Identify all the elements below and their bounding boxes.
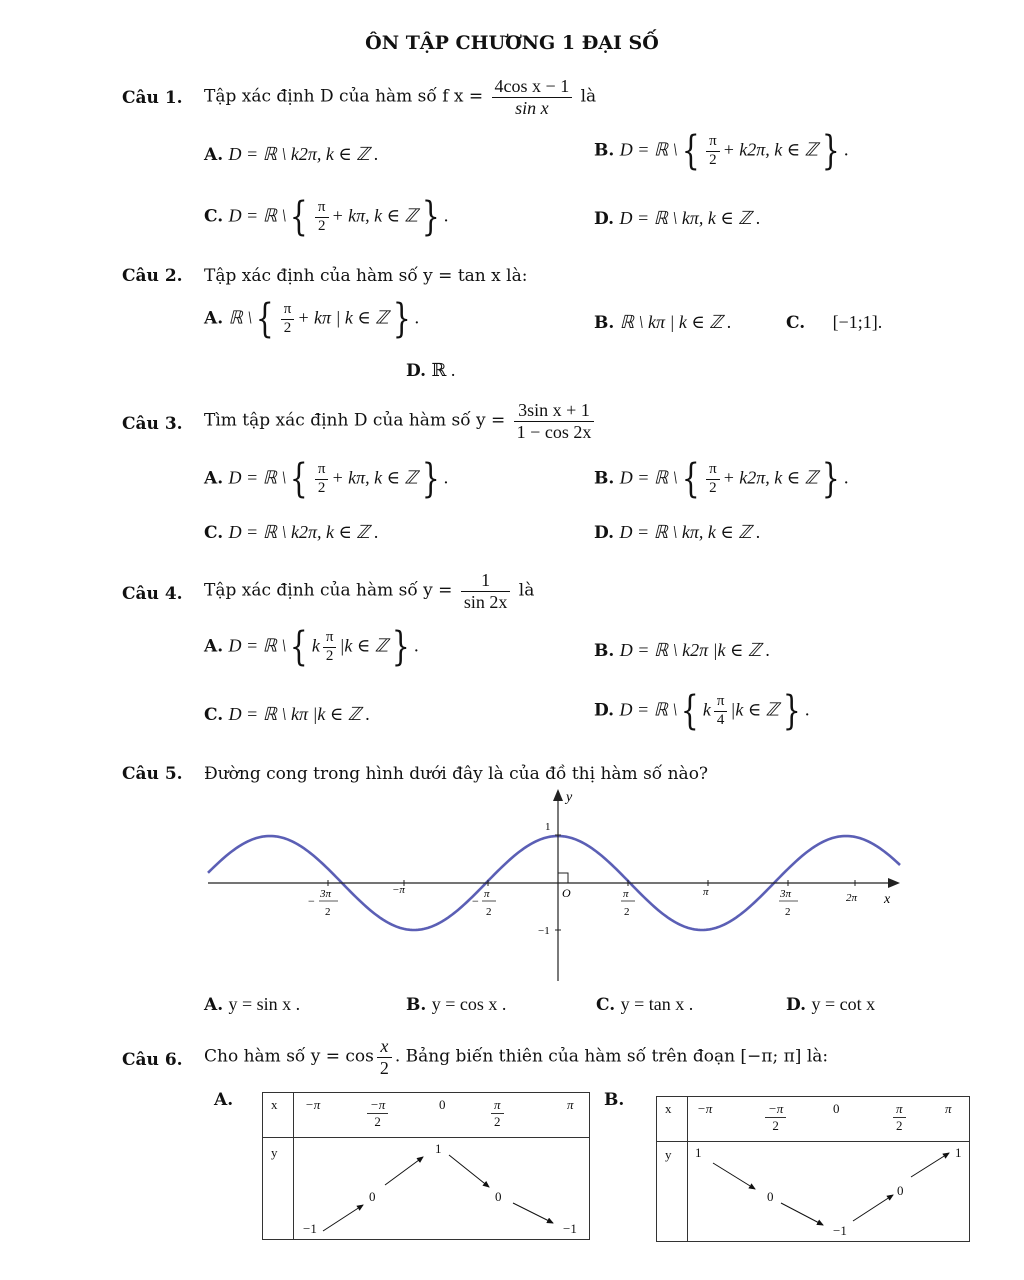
q5-d-text: y = cot x — [811, 994, 876, 1014]
y-axis-arrow — [553, 789, 563, 801]
q3-question — [204, 400, 597, 442]
brace-left: { — [681, 688, 700, 734]
svg-text:2: 2 — [785, 906, 791, 918]
q4-a-label: A. — [204, 636, 224, 657]
table-b-y-header: y — [665, 1147, 672, 1162]
q5-b-label: B. — [406, 995, 427, 1015]
q3-b-pre: D = ℝ \ — [619, 467, 678, 488]
svg-text:2: 2 — [624, 906, 630, 918]
q1-option-a[interactable] — [204, 144, 379, 165]
brace-right: } — [821, 456, 840, 502]
brace-left: { — [290, 624, 309, 670]
q5-a-text: y = sin x . — [228, 994, 301, 1014]
x-axis-arrow — [888, 878, 900, 888]
q2-a-frac — [281, 301, 295, 337]
table-b-x-header: x — [665, 1101, 672, 1116]
q6-text-post: . Bảng biến thiên của hàm số trên đoạn [−π; π] là: — [394, 1046, 829, 1067]
q2-c-label: C. — [786, 313, 806, 333]
q3-a-num: π — [315, 461, 329, 479]
q3-d-text: D = ℝ \ kπ, k ∈ ℤ . — [619, 522, 761, 542]
brace-right: } — [392, 296, 411, 342]
svg-text:2: 2 — [486, 906, 492, 918]
svg-text:π: π — [623, 888, 629, 900]
q4-b-text: D = ℝ \ k2π |k ∈ ℤ . — [619, 640, 771, 660]
q2-text: Tập xác định của hàm số y = tan x là: — [204, 266, 528, 286]
table-b-x-neg-pi-2: −π 2 — [765, 1101, 786, 1133]
y-label-neg1: −1 — [538, 925, 550, 937]
q1-b-den: 2 — [709, 151, 717, 168]
q1-c-label: C. — [204, 206, 224, 227]
q1-option-c[interactable]: C. D = ℝ \{ $\frac{\pi}{2}$ + kπ, k ∈ ℤ} . — [204, 194, 449, 240]
q2-b-label: B. — [594, 313, 615, 333]
q1-c-den: 2 — [317, 217, 326, 234]
q6-b-label[interactable] — [604, 1090, 624, 1110]
brace-right: } — [391, 624, 410, 670]
svg-text:3π: 3π — [780, 888, 792, 900]
q3-option-a[interactable]: A. D = ℝ \{ $\frac{\pi}{2}$ + kπ, k ∈ ℤ} . — [204, 456, 449, 502]
q1-d-text: D = ℝ \ kπ, k ∈ ℤ . — [619, 208, 761, 228]
q5-option-b[interactable] — [406, 994, 506, 1015]
label-neg-3pi-2 — [308, 888, 338, 918]
origin-label: O — [562, 886, 571, 900]
table-b-y-zero-left: 0 — [767, 1189, 774, 1204]
q1-b-post: + k2π, k ∈ ℤ — [722, 139, 819, 160]
q4-d-frac — [714, 693, 728, 729]
label-3pi-2 — [779, 888, 798, 918]
q3-option-d[interactable] — [594, 522, 761, 543]
q2-label: Câu 2. — [122, 266, 183, 286]
q4-option-d[interactable]: D. D = ℝ \{ k $\frac{\pi}{4}$ |k ∈ ℤ} . — [594, 688, 810, 734]
q2-option-a[interactable]: A. ℝ \{ $\frac{\pi}{2}$ + kπ | k ∈ ℤ} . — [204, 296, 420, 342]
q3-text: Tìm tập xác định D của hàm số y = — [204, 410, 506, 431]
q1-c-num: π — [315, 199, 329, 217]
brace-right: } — [421, 194, 440, 240]
q5-label: Câu 5. — [122, 764, 183, 784]
q6-question — [204, 1036, 828, 1078]
q1-c-post: + kπ, k ∈ ℤ — [331, 205, 418, 226]
q1-d-label: D. — [594, 209, 615, 229]
table-b-x-pi-2: π 2 — [893, 1101, 906, 1133]
q5-c-label: C. — [596, 995, 616, 1015]
q1-after: là — [580, 86, 597, 107]
q1-a-label: A. — [204, 145, 224, 165]
q6-a-label[interactable] — [214, 1090, 233, 1110]
q3-c-text: D = ℝ \ k2π, k ∈ ℤ . — [228, 522, 379, 542]
q1-b-pre: D = ℝ \ — [619, 139, 678, 160]
table-a-x-pi: π — [567, 1097, 574, 1112]
q2-option-d[interactable] — [406, 360, 455, 381]
q3-b-label: B. — [594, 468, 615, 489]
q4-d-num: π — [714, 693, 728, 711]
table-a-y-one: 1 — [435, 1141, 442, 1156]
q6-frac-den: 2 — [379, 1057, 389, 1078]
q2-a-num: π — [281, 301, 295, 319]
q5-c-text: y = tan x . — [620, 994, 694, 1014]
q4-d-post: |k ∈ ℤ — [730, 699, 780, 720]
table-b-x-zero: 0 — [833, 1101, 840, 1116]
q1-a-text: D = ℝ \ k2π, k ∈ ℤ . — [228, 144, 379, 164]
q4-b-label: B. — [594, 641, 615, 661]
brace-left: { — [681, 128, 700, 174]
svg-text:3π: 3π — [320, 888, 332, 900]
q1-b-label: B. — [594, 140, 615, 161]
q2-d-label: D. — [406, 361, 427, 381]
q3-a-label: A. — [204, 468, 224, 489]
table-b-arrows — [657, 1097, 969, 1241]
svg-text:−: − — [472, 894, 479, 908]
q4-a-k: k — [311, 635, 320, 656]
q4-option-a[interactable]: A. D = ℝ \{ k $\frac{\pi}{2}$ |k ∈ ℤ} . — [204, 624, 419, 670]
q3-frac-num: 3sin x + 1 — [514, 400, 595, 422]
svg-text:π: π — [484, 888, 490, 900]
brace-right: } — [782, 688, 801, 734]
q5-option-c[interactable] — [596, 994, 693, 1015]
q4-question — [204, 570, 534, 612]
table-a-x-header: x — [271, 1097, 278, 1112]
q1-b-frac — [706, 133, 720, 169]
brace-left: { — [290, 194, 309, 240]
q4-option-c[interactable] — [204, 704, 370, 725]
q4-option-b[interactable] — [594, 640, 770, 661]
table-a-x-zero: 0 — [439, 1097, 446, 1112]
table-b-x-neg-pi: −π — [697, 1101, 713, 1116]
y-label-1: 1 — [545, 821, 551, 833]
q4-a-frac — [323, 629, 337, 665]
q1-question — [204, 76, 596, 118]
q2-option-c[interactable] — [786, 312, 882, 333]
q4-fraction — [461, 570, 511, 612]
q4-c-text: D = ℝ \ kπ |k ∈ ℤ . — [228, 704, 371, 724]
q3-d-label: D. — [594, 523, 615, 543]
q2-a-den: 2 — [283, 319, 292, 336]
label-neg-pi: −π — [392, 884, 405, 896]
q4-frac-num: 1 — [461, 570, 511, 592]
q3-label: Câu 3. — [122, 414, 183, 434]
q3-a-den: 2 — [317, 479, 326, 496]
q3-b-post: + k2π, k ∈ ℤ — [722, 467, 819, 488]
table-a-x-neg-pi-2: −π 2 — [367, 1097, 388, 1129]
q6-text-pre: Cho hàm số y = cos — [204, 1046, 374, 1067]
svg-text:−: − — [308, 894, 315, 908]
y-axis-label: y — [566, 790, 573, 805]
q6-frac-num: x — [377, 1036, 392, 1058]
q5-a-label: A. — [204, 995, 224, 1015]
label-pi-2 — [621, 888, 635, 918]
table-a-x-pi-2: π 2 — [491, 1097, 504, 1129]
cosine-graph — [200, 785, 910, 985]
table-a-x-neg-pi: −π — [305, 1097, 321, 1112]
q1-text: Tập xác định D của hàm số f x = — [204, 86, 484, 107]
table-a-y-neg-one-left: −1 — [303, 1221, 317, 1236]
q2-c-text: [−1;1]. — [832, 312, 883, 332]
q4-c-label: C. — [204, 705, 224, 725]
q1-c-pre: D = ℝ \ — [228, 205, 287, 226]
q4-after: là — [518, 580, 535, 601]
q2-a-pre: ℝ \ — [228, 307, 253, 328]
label-2pi: 2π — [846, 892, 858, 904]
q4-d-k: k — [702, 699, 711, 720]
q4-text: Tập xác định của hàm số y = — [204, 580, 453, 601]
q4-d-den: 4 — [716, 711, 725, 728]
q1-b-num: π — [706, 133, 720, 151]
table-b-y-neg-one: −1 — [833, 1223, 847, 1238]
svg-text:2: 2 — [325, 906, 331, 918]
x-axis-label: x — [884, 892, 891, 907]
q6-label: Câu 6. — [122, 1050, 183, 1070]
table-a-y-neg-one-right: −1 — [563, 1221, 577, 1236]
brace-left: { — [256, 296, 274, 342]
q3-b-num: π — [706, 461, 720, 479]
q5-option-a[interactable] — [204, 994, 300, 1015]
q2-b-text: ℝ \ kπ | k ∈ ℤ . — [619, 312, 732, 332]
q2-a-post: + kπ | k ∈ ℤ — [297, 307, 389, 328]
q2-a-label: A. — [204, 308, 224, 329]
label-pi: π — [703, 886, 709, 898]
q3-frac-den: 1 − cos 2x — [516, 421, 592, 442]
q3-option-b[interactable]: B. D = ℝ \{ $\frac{\pi}{2}$ + k2π, k ∈ ℤ} . — [594, 456, 849, 502]
q4-label: Câu 4. — [122, 584, 183, 604]
q1-option-b[interactable]: B. D = ℝ \{ $\frac{\pi}{2}$ + k2π, k ∈ ℤ} . — [594, 128, 849, 174]
brace-left: { — [681, 456, 700, 502]
origin-marker — [558, 873, 568, 883]
q4-a-pre: D = ℝ \ — [228, 635, 287, 656]
q1-c-frac — [315, 199, 329, 235]
table-b-y-one-left: 1 — [695, 1145, 702, 1160]
q3-option-c[interactable] — [204, 522, 379, 543]
brace-left: { — [290, 456, 309, 502]
table-a-arrows — [263, 1093, 589, 1239]
q5-text: Đường cong trong hình dưới đây là của đồ thị hàm số nào? — [204, 764, 709, 784]
q6-b-label-text: B. — [604, 1090, 625, 1110]
q2-option-b[interactable] — [594, 312, 732, 333]
variation-table-a[interactable] — [262, 1092, 590, 1240]
q5-d-label: D. — [786, 995, 807, 1015]
q3-c-label: C. — [204, 523, 224, 543]
q4-a-post: |k ∈ ℤ — [339, 635, 389, 656]
table-b-x-pi: π — [945, 1101, 952, 1116]
brace-right: } — [821, 128, 840, 174]
page-title: ÔN TẬP CHƯƠNG 1 ĐẠI SỐ — [365, 32, 659, 54]
q4-frac-den: sin 2x — [463, 591, 508, 612]
q1-option-d[interactable] — [594, 208, 761, 229]
table-a-y-header: y — [271, 1145, 278, 1160]
table-b-y-one-right: 1 — [955, 1145, 962, 1160]
q4-d-pre: D = ℝ \ — [619, 699, 678, 720]
table-b-y-zero-right: 0 — [897, 1183, 904, 1198]
q6-a-label-text: A. — [214, 1090, 234, 1110]
q6-fraction — [377, 1036, 392, 1078]
q3-a-post: + kπ, k ∈ ℤ — [331, 467, 418, 488]
q5-option-d[interactable] — [786, 994, 875, 1015]
q1-label: Câu 1. — [122, 88, 183, 108]
q3-a-frac — [315, 461, 329, 497]
q3-b-frac — [706, 461, 720, 497]
variation-table-b[interactable] — [656, 1096, 970, 1242]
q1-frac-num: 4cos x − 1 — [492, 76, 573, 98]
q3-a-pre: D = ℝ \ — [228, 467, 287, 488]
q2-d-text: ℝ . — [431, 360, 456, 380]
q1-frac-den: sin x — [515, 97, 549, 118]
q3-b-den: 2 — [709, 479, 717, 496]
brace-right: } — [421, 456, 440, 502]
table-a-y-zero-right: 0 — [495, 1189, 502, 1204]
q1-fraction — [492, 76, 573, 118]
q3-fraction — [514, 400, 595, 442]
q4-d-label: D. — [594, 700, 615, 721]
q4-a-den: 2 — [325, 647, 334, 664]
q4-a-num: π — [323, 629, 337, 647]
table-a-y-zero-left: 0 — [369, 1189, 376, 1204]
q5-b-text: y = cos x . — [431, 994, 507, 1014]
